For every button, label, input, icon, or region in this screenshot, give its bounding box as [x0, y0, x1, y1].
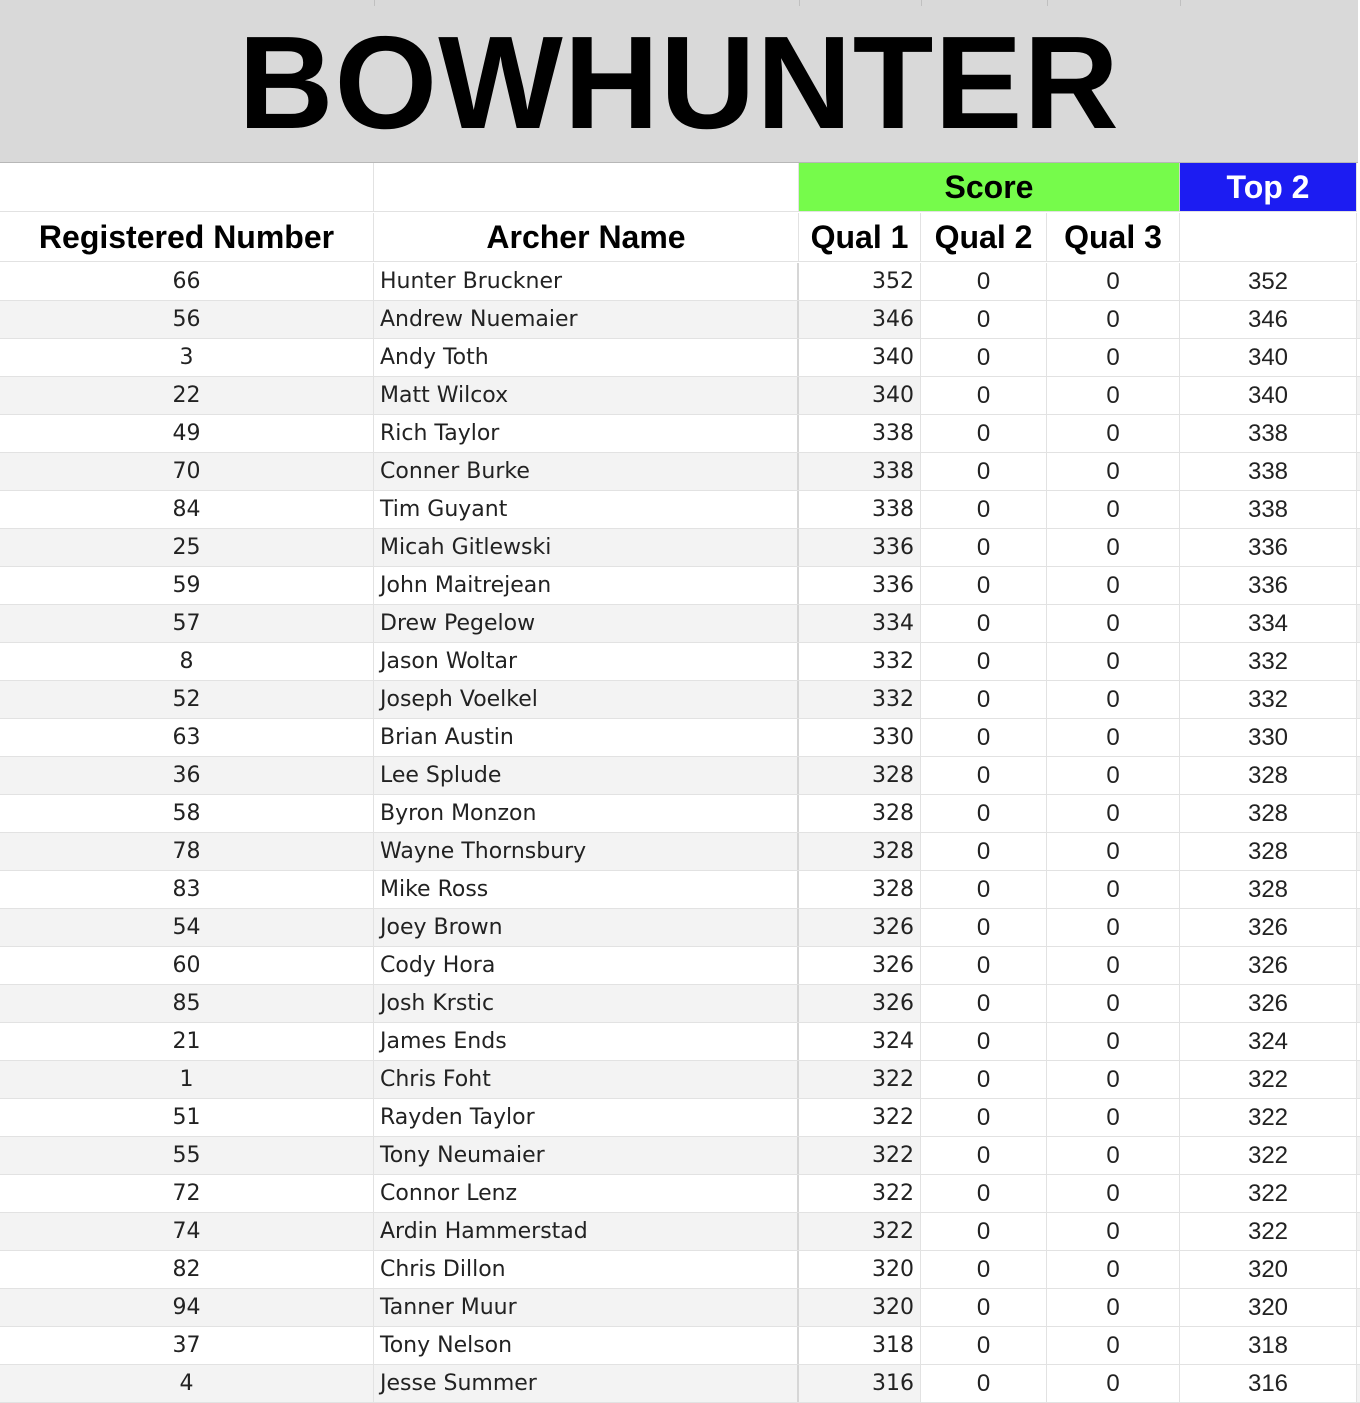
registered-number-cell[interactable]: 57: [0, 605, 374, 642]
top2-cell[interactable]: 328: [1180, 871, 1357, 908]
qual-2-cell[interactable]: 0: [921, 871, 1047, 908]
qual-1-cell[interactable]: 352: [799, 263, 921, 300]
table-row: [0, 1137, 1360, 1175]
qual-3-cell[interactable]: 0: [1047, 529, 1180, 566]
top2-cell[interactable]: 322: [1180, 1099, 1357, 1136]
table-row: [0, 643, 1360, 681]
qual-2-cell[interactable]: 0: [921, 415, 1047, 452]
top2-cell[interactable]: 318: [1180, 1327, 1357, 1364]
qual-1-cell[interactable]: 322: [799, 1099, 921, 1136]
table-row: [0, 301, 1360, 339]
top2-cell[interactable]: 346: [1180, 301, 1357, 338]
qual-2-cell[interactable]: 0: [921, 1213, 1047, 1250]
qual-3-cell[interactable]: 0: [1047, 985, 1180, 1022]
registered-number-cell[interactable]: 21: [0, 1023, 374, 1060]
table-row: [0, 1251, 1360, 1289]
table-row: [0, 453, 1360, 491]
archer-name-cell[interactable]: Joey Brown: [374, 909, 799, 946]
qual-3-cell[interactable]: 0: [1047, 415, 1180, 452]
top2-cell[interactable]: 336: [1180, 529, 1357, 566]
table-row: [0, 263, 1360, 301]
top2-cell[interactable]: 322: [1180, 1213, 1357, 1250]
header-registered-number[interactable]: Registered Number: [0, 213, 374, 262]
top2-cell[interactable]: 326: [1180, 909, 1357, 946]
qual-2-cell[interactable]: 0: [921, 947, 1047, 984]
registered-number-cell[interactable]: 49: [0, 415, 374, 452]
registered-number-cell[interactable]: 66: [0, 263, 374, 300]
qual-1-cell[interactable]: 332: [799, 681, 921, 718]
table-row: [0, 947, 1360, 985]
archer-name-cell[interactable]: Rayden Taylor: [374, 1099, 799, 1136]
qual-3-cell[interactable]: 0: [1047, 1023, 1180, 1060]
qual-3-cell[interactable]: 0: [1047, 263, 1180, 300]
qual-1-cell[interactable]: 346: [799, 301, 921, 338]
qual-1-cell[interactable]: 332: [799, 643, 921, 680]
qual-2-cell[interactable]: 0: [921, 1327, 1047, 1364]
top2-cell[interactable]: 322: [1180, 1175, 1357, 1212]
qual-2-cell[interactable]: 0: [921, 567, 1047, 604]
column-header-row: [0, 213, 1360, 262]
qual-3-cell[interactable]: 0: [1047, 643, 1180, 680]
archer-name-cell[interactable]: Rich Taylor: [374, 415, 799, 452]
table-row: [0, 1023, 1360, 1061]
qual-1-cell[interactable]: 328: [799, 871, 921, 908]
top2-cell[interactable]: 334: [1180, 605, 1357, 642]
qual-1-cell[interactable]: 340: [799, 339, 921, 376]
top2-cell[interactable]: 316: [1180, 1365, 1357, 1402]
registered-number-cell[interactable]: 72: [0, 1175, 374, 1212]
qual-1-cell[interactable]: 328: [799, 757, 921, 794]
qual-3-cell[interactable]: 0: [1047, 795, 1180, 832]
registered-number-cell[interactable]: 78: [0, 833, 374, 870]
registered-number-cell[interactable]: 94: [0, 1289, 374, 1326]
sheet-title: BOWHUNTER: [238, 9, 1120, 156]
archer-name-cell[interactable]: Chris Foht: [374, 1061, 799, 1098]
qual-1-cell[interactable]: 340: [799, 377, 921, 414]
qual-1-cell[interactable]: 322: [799, 1175, 921, 1212]
archer-name-cell[interactable]: Tony Neumaier: [374, 1137, 799, 1174]
qual-2-cell[interactable]: 0: [921, 795, 1047, 832]
qual-1-cell[interactable]: 324: [799, 1023, 921, 1060]
qual-1-cell[interactable]: 334: [799, 605, 921, 642]
archer-name-cell[interactable]: Andrew Nuemaier: [374, 301, 799, 338]
archer-name-cell[interactable]: Cody Hora: [374, 947, 799, 984]
header-archer-name[interactable]: Archer Name: [374, 213, 799, 262]
qual-3-cell[interactable]: 0: [1047, 377, 1180, 414]
top2-cell[interactable]: 320: [1180, 1251, 1357, 1288]
title-band[interactable]: [0, 0, 1358, 163]
archer-name-cell[interactable]: Matt Wilcox: [374, 377, 799, 414]
archer-name-cell[interactable]: Tanner Muur: [374, 1289, 799, 1326]
table-row: [0, 1365, 1360, 1403]
qual-3-cell[interactable]: 0: [1047, 681, 1180, 718]
table-row: [0, 605, 1360, 643]
archer-name-cell[interactable]: Byron Monzon: [374, 795, 799, 832]
archer-name-cell[interactable]: Joseph Voelkel: [374, 681, 799, 718]
qual-1-cell[interactable]: 338: [799, 415, 921, 452]
top2-cell[interactable]: 336: [1180, 567, 1357, 604]
qual-2-cell[interactable]: 0: [921, 985, 1047, 1022]
table-row: [0, 985, 1360, 1023]
table-row: [0, 1327, 1360, 1365]
qual-3-cell[interactable]: 0: [1047, 567, 1180, 604]
registered-number-cell[interactable]: 60: [0, 947, 374, 984]
table-row: [0, 377, 1360, 415]
qual-1-cell[interactable]: 316: [799, 1365, 921, 1402]
qual-3-cell[interactable]: 0: [1047, 871, 1180, 908]
registered-number-cell[interactable]: 8: [0, 643, 374, 680]
top2-cell[interactable]: 340: [1180, 377, 1357, 414]
table-row: [0, 491, 1360, 529]
archer-name-cell[interactable]: Micah Gitlewski: [374, 529, 799, 566]
archer-name-cell[interactable]: Conner Burke: [374, 453, 799, 490]
registered-number-cell[interactable]: 1: [0, 1061, 374, 1098]
table-row: [0, 833, 1360, 871]
qual-1-cell[interactable]: 328: [799, 833, 921, 870]
table-row: [0, 871, 1360, 909]
top2-cell[interactable]: 328: [1180, 795, 1357, 832]
registered-number-cell[interactable]: 84: [0, 491, 374, 528]
archer-name-cell[interactable]: Josh Krstic: [374, 985, 799, 1022]
qual-3-cell[interactable]: 0: [1047, 909, 1180, 946]
qual-3-cell[interactable]: 0: [1047, 1137, 1180, 1174]
score-table-body: [0, 263, 1360, 1403]
registered-number-cell[interactable]: 54: [0, 909, 374, 946]
top2-cell[interactable]: 322: [1180, 1137, 1357, 1174]
archer-name-cell[interactable]: Tony Nelson: [374, 1327, 799, 1364]
band-header-row: [0, 163, 1360, 212]
top2-cell[interactable]: 320: [1180, 1289, 1357, 1326]
qual-1-cell[interactable]: 326: [799, 947, 921, 984]
qual-2-cell[interactable]: 0: [921, 909, 1047, 946]
top2-cell[interactable]: 340: [1180, 339, 1357, 376]
table-row: [0, 415, 1360, 453]
registered-number-cell[interactable]: 37: [0, 1327, 374, 1364]
table-row: [0, 1061, 1360, 1099]
qual-1-cell[interactable]: 320: [799, 1289, 921, 1326]
qual-2-cell[interactable]: 0: [921, 643, 1047, 680]
registered-number-cell[interactable]: 3: [0, 339, 374, 376]
archer-name-cell[interactable]: Wayne Thornsbury: [374, 833, 799, 870]
archer-name-cell[interactable]: Jesse Summer: [374, 1365, 799, 1402]
qual-1-cell[interactable]: 328: [799, 795, 921, 832]
qual-3-cell[interactable]: 0: [1047, 1175, 1180, 1212]
registered-number-cell[interactable]: 25: [0, 529, 374, 566]
qual-2-cell[interactable]: 0: [921, 833, 1047, 870]
qual-3-cell[interactable]: 0: [1047, 947, 1180, 984]
table-row: [0, 567, 1360, 605]
qual-1-cell[interactable]: 336: [799, 529, 921, 566]
archer-name-cell[interactable]: Chris Dillon: [374, 1251, 799, 1288]
archer-name-cell[interactable]: Connor Lenz: [374, 1175, 799, 1212]
qual-3-cell[interactable]: 0: [1047, 719, 1180, 756]
header-qual-1[interactable]: Qual 1: [799, 213, 921, 262]
archer-name-cell[interactable]: James Ends: [374, 1023, 799, 1060]
table-row: [0, 909, 1360, 947]
qual-2-cell[interactable]: 0: [921, 1137, 1047, 1174]
table-row: [0, 529, 1360, 567]
qual-3-cell[interactable]: 0: [1047, 1099, 1180, 1136]
registered-number-cell[interactable]: 83: [0, 871, 374, 908]
header-qual-3[interactable]: Qual 3: [1047, 213, 1180, 262]
qual-1-cell[interactable]: 322: [799, 1213, 921, 1250]
qual-2-cell[interactable]: 0: [921, 1175, 1047, 1212]
empty-cell[interactable]: [0, 163, 374, 212]
registered-number-cell[interactable]: 74: [0, 1213, 374, 1250]
registered-number-cell[interactable]: 63: [0, 719, 374, 756]
table-row: [0, 1213, 1360, 1251]
top2-cell[interactable]: 332: [1180, 681, 1357, 718]
top2-cell[interactable]: 338: [1180, 453, 1357, 490]
score-band-header[interactable]: Score: [799, 163, 1180, 212]
qual-1-cell[interactable]: 330: [799, 719, 921, 756]
header-qual-2[interactable]: Qual 2: [921, 213, 1047, 262]
qual-2-cell[interactable]: 0: [921, 529, 1047, 566]
qual-2-cell[interactable]: 0: [921, 1251, 1047, 1288]
empty-cell[interactable]: [374, 163, 799, 212]
table-row: [0, 719, 1360, 757]
qual-3-cell[interactable]: 0: [1047, 339, 1180, 376]
qual-1-cell[interactable]: 322: [799, 1061, 921, 1098]
registered-number-cell[interactable]: 58: [0, 795, 374, 832]
registered-number-cell[interactable]: 55: [0, 1137, 374, 1174]
qual-1-cell[interactable]: 318: [799, 1327, 921, 1364]
table-row: [0, 1289, 1360, 1327]
qual-2-cell[interactable]: 0: [921, 1365, 1047, 1402]
qual-3-cell[interactable]: 0: [1047, 757, 1180, 794]
qual-3-cell[interactable]: 0: [1047, 453, 1180, 490]
qual-3-cell[interactable]: 0: [1047, 833, 1180, 870]
qual-1-cell[interactable]: 326: [799, 985, 921, 1022]
top2-cell[interactable]: 326: [1180, 947, 1357, 984]
table-row: [0, 681, 1360, 719]
archer-name-cell[interactable]: Ardin Hammerstad: [374, 1213, 799, 1250]
qual-2-cell[interactable]: 0: [921, 453, 1047, 490]
qual-2-cell[interactable]: 0: [921, 1099, 1047, 1136]
table-row: [0, 1099, 1360, 1137]
qual-2-cell[interactable]: 0: [921, 757, 1047, 794]
registered-number-cell[interactable]: 59: [0, 567, 374, 604]
qual-3-cell[interactable]: 0: [1047, 1327, 1180, 1364]
top2-cell[interactable]: 338: [1180, 415, 1357, 452]
qual-2-cell[interactable]: 0: [921, 1023, 1047, 1060]
qual-2-cell[interactable]: 0: [921, 301, 1047, 338]
qual-2-cell[interactable]: 0: [921, 1061, 1047, 1098]
qual-2-cell[interactable]: 0: [921, 339, 1047, 376]
table-row: [0, 795, 1360, 833]
qual-3-cell[interactable]: 0: [1047, 1251, 1180, 1288]
qual-3-cell[interactable]: 0: [1047, 491, 1180, 528]
qual-1-cell[interactable]: 336: [799, 567, 921, 604]
qual-1-cell[interactable]: 338: [799, 453, 921, 490]
qual-1-cell[interactable]: 338: [799, 491, 921, 528]
header-top2-empty[interactable]: [1180, 213, 1357, 262]
archer-name-cell[interactable]: Andy Toth: [374, 339, 799, 376]
qual-3-cell[interactable]: 0: [1047, 301, 1180, 338]
registered-number-cell[interactable]: 4: [0, 1365, 374, 1402]
registered-number-cell[interactable]: 70: [0, 453, 374, 490]
archer-name-cell[interactable]: John Maitrejean: [374, 567, 799, 604]
registered-number-cell[interactable]: 51: [0, 1099, 374, 1136]
archer-name-cell[interactable]: Brian Austin: [374, 719, 799, 756]
top2-cell[interactable]: 332: [1180, 643, 1357, 680]
registered-number-cell[interactable]: 22: [0, 377, 374, 414]
registered-number-cell[interactable]: 36: [0, 757, 374, 794]
qual-1-cell[interactable]: 320: [799, 1251, 921, 1288]
archer-name-cell[interactable]: Jason Woltar: [374, 643, 799, 680]
qual-3-cell[interactable]: 0: [1047, 1289, 1180, 1326]
archer-name-cell[interactable]: Mike Ross: [374, 871, 799, 908]
table-row: [0, 1175, 1360, 1213]
top2-cell[interactable]: 322: [1180, 1061, 1357, 1098]
top2-cell[interactable]: 330: [1180, 719, 1357, 756]
qual-2-cell[interactable]: 0: [921, 1289, 1047, 1326]
archer-name-cell[interactable]: Hunter Bruckner: [374, 263, 799, 300]
qual-3-cell[interactable]: 0: [1047, 1365, 1180, 1402]
registered-number-cell[interactable]: 82: [0, 1251, 374, 1288]
qual-2-cell[interactable]: 0: [921, 377, 1047, 414]
registered-number-cell[interactable]: 85: [0, 985, 374, 1022]
archer-name-cell[interactable]: Lee Splude: [374, 757, 799, 794]
top2-cell[interactable]: 328: [1180, 833, 1357, 870]
top2-cell[interactable]: 324: [1180, 1023, 1357, 1060]
table-row: [0, 757, 1360, 795]
qual-3-cell[interactable]: 0: [1047, 1061, 1180, 1098]
qual-2-cell[interactable]: 0: [921, 491, 1047, 528]
top2-cell[interactable]: 352: [1180, 263, 1357, 300]
top2-cell[interactable]: 338: [1180, 491, 1357, 528]
qual-2-cell[interactable]: 0: [921, 263, 1047, 300]
qual-3-cell[interactable]: 0: [1047, 605, 1180, 642]
table-row: [0, 339, 1360, 377]
qual-2-cell[interactable]: 0: [921, 605, 1047, 642]
archer-name-cell[interactable]: Drew Pegelow: [374, 605, 799, 642]
qual-3-cell[interactable]: 0: [1047, 1213, 1180, 1250]
qual-2-cell[interactable]: 0: [921, 719, 1047, 756]
archer-name-cell[interactable]: Tim Guyant: [374, 491, 799, 528]
qual-1-cell[interactable]: 322: [799, 1137, 921, 1174]
top2-cell[interactable]: 326: [1180, 985, 1357, 1022]
top2-cell[interactable]: 328: [1180, 757, 1357, 794]
registered-number-cell[interactable]: 56: [0, 301, 374, 338]
qual-1-cell[interactable]: 326: [799, 909, 921, 946]
registered-number-cell[interactable]: 52: [0, 681, 374, 718]
top2-band-header[interactable]: Top 2: [1180, 163, 1357, 212]
qual-2-cell[interactable]: 0: [921, 681, 1047, 718]
